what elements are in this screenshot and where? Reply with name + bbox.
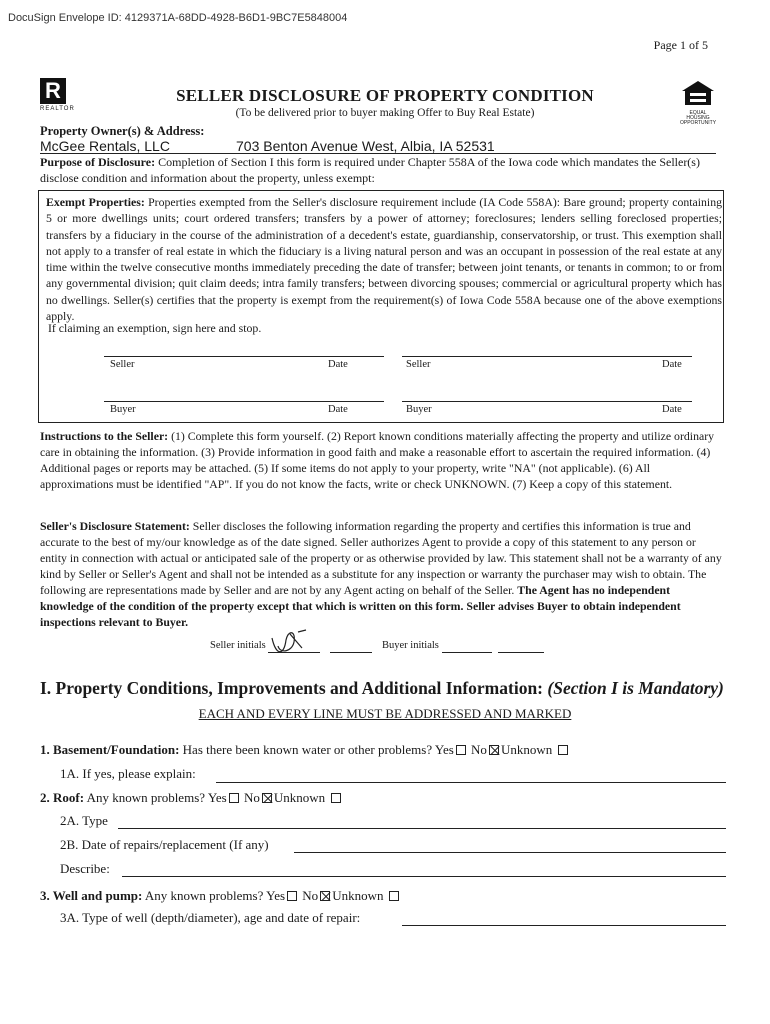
exempt-seller-label-2: Seller: [406, 359, 431, 370]
q3-label: 3. Well and pump:: [40, 888, 143, 903]
q1-no-checkbox[interactable]: [489, 745, 499, 755]
realtor-mark: R: [40, 78, 66, 104]
exempt-seller-signature-line-2[interactable]: [402, 356, 692, 357]
owner-label: Property Owner(s) & Address:: [40, 124, 205, 138]
q3-yes-label: Yes: [266, 888, 286, 903]
realtor-caption: REALTOR: [40, 106, 75, 112]
exempt-buyer-label-2: Buyer: [406, 404, 432, 415]
q2b-answer-field[interactable]: [294, 852, 726, 853]
owner-address-field[interactable]: 703 Benton Avenue West, Albia, IA 52531: [236, 138, 495, 154]
eho-caption: EQUAL HOUSING OPPORTUNITY: [680, 110, 717, 126]
statement-label: Seller's Disclosure Statement:: [40, 519, 190, 533]
exempt-buyer-signature-line-2[interactable]: [402, 401, 692, 402]
q1-yes-label: Yes: [434, 742, 454, 757]
page-number: Page 1 of 5: [653, 38, 708, 52]
q3-no-label: No: [302, 888, 319, 903]
q1a-answer-field[interactable]: [216, 782, 726, 783]
exempt-buyer-label-1: Buyer: [110, 404, 136, 415]
seller-initials-label: Seller initials: [210, 640, 266, 651]
exempt-date-label-2: Date: [662, 359, 682, 370]
exempt-seller-signature-line-1[interactable]: [104, 356, 384, 357]
seller-initials-field-2[interactable]: [330, 652, 372, 653]
exempt-seller-label-1: Seller: [110, 359, 135, 370]
q3a-label: 3A. Type of well (depth/diameter), age and date of repair:: [60, 910, 361, 925]
buyer-initials-field-1[interactable]: [442, 652, 492, 653]
seller-initials-signature: [266, 626, 310, 658]
q3-unknown-label: Unknown: [332, 888, 384, 903]
each-line-notice: EACH AND EVERY LINE MUST BE ADDRESSED AND MARKED: [198, 706, 572, 721]
exempt-paragraph: [46, 194, 722, 324]
envelope-id: DocuSign Envelope ID: 4129371A-68DD-4928-B6D1-9BC7E5848004: [8, 12, 348, 24]
instructions-label: Instructions to the Seller:: [40, 429, 169, 443]
exempt-text: Properties exempted from the Seller's disclosure requirement include (IA Code 558A): Bare ground; property containing 5 or more dwellings units; court ordered transfers; transfers by a power of attorney; foreclosures; lenders selling foreclosed properties; transfers by a fiduciary in the course of the administration of a decedent's estate, guardianship, conservatorship, or trust. This exemption shall not apply to a transfer of real estate in which the fiduciary is a living natural person and was an occupant in possession of the real estate at any time within the twelve consecutive months immediately preceding the date of transfer; between joint tenants, or tenants in common; to or from any governmental division; quit claim deeds; intra family transfers; between divorcing spouses; commercial or agricultural property which has no dwellings. Seller(s) certifies that the property is exempt from the requirement(s) of Iowa Code 558A because one of the above exemptions apply.: [46, 195, 723, 324]
q1-unknown-checkbox[interactable]: [558, 745, 568, 755]
statement-bold-text: The Agent has no independent knowledge of the condition of the property except that which is written on this form. Seller advises Buyer to obtain independent inspections relevant to Buyer.: [40, 583, 681, 629]
q3a-answer-field[interactable]: [402, 925, 726, 926]
q1-label: 1. Basement/Foundation:: [40, 742, 180, 757]
q2-unknown-label: Unknown: [273, 790, 326, 805]
exempt-date-label-3: Date: [328, 404, 348, 415]
exempt-label: Exempt Properties:: [46, 195, 145, 209]
q2-no-checkbox[interactable]: [262, 793, 272, 803]
owner-name-field[interactable]: McGee Rentals, LLC: [40, 138, 170, 154]
q2-no-label: No: [243, 790, 260, 805]
purpose-label: Purpose of Disclosure:: [40, 155, 156, 169]
question-well-pump: [40, 888, 401, 904]
q1-yes-checkbox[interactable]: [456, 745, 466, 755]
q2-label: 2. Roof:: [40, 790, 85, 805]
purpose-paragraph: [40, 154, 720, 186]
section-1-title: I. Property Conditions, Improvements and Additional Information:: [40, 678, 544, 698]
exempt-buyer-signature-line-1[interactable]: [104, 401, 384, 402]
instructions-paragraph: [40, 428, 720, 492]
exempt-claim-instruction: If claiming an exemption, sign here and stop.: [48, 321, 262, 335]
q1-text: Has there been known water or other problems?: [182, 742, 433, 757]
q2a-label: 2A. Type: [60, 813, 108, 828]
q2-describe-field[interactable]: [122, 876, 726, 877]
q3-text: Any known problems?: [144, 888, 264, 903]
purpose-text: Completion of Section I this form is required under Chapter 558A of the Iowa code which mandates the Seller(s) disclose condition and information about the property, unless exempt:: [40, 155, 700, 185]
instructions-text: (1) Complete this form yourself. (2) Report known conditions materially affecting the property and utilize ordinary care in obtaining the information. (3) Provide information in good faith and make a reasonable effort to ascertain the required information. (4) Additional pages or reports may be attached. (5) If some items do not apply to your property, write "NA" (not applicable). (6) All approximations must be identified "AP". If you do not know the facts, write or check UNKNOWN. (7) Keep a copy of this statement.: [40, 429, 715, 491]
exempt-date-label-1: Date: [328, 359, 348, 370]
buyer-initials-label: Buyer initials: [382, 640, 439, 651]
q2-yes-checkbox[interactable]: [229, 793, 239, 803]
document-subtitle: (To be delivered prior to buyer making Offer to Buy Real Estate): [235, 107, 535, 119]
q2-unknown-checkbox[interactable]: [331, 793, 341, 803]
disclosure-statement-paragraph: [40, 518, 722, 630]
q2-text: Any known problems?: [86, 790, 206, 805]
q2b-label: 2B. Date of repairs/replacement (If any): [60, 837, 269, 852]
q3-unknown-checkbox[interactable]: [389, 891, 399, 901]
q3-yes-checkbox[interactable]: [287, 891, 297, 901]
q2a-answer-field[interactable]: [118, 828, 726, 829]
q2-describe-label: Describe:: [60, 861, 110, 876]
section-1-heading: [40, 678, 724, 699]
q2-yes-label: Yes: [207, 790, 227, 805]
section-1-mandatory: (Section I is Mandatory): [547, 678, 724, 698]
statement-text: Seller discloses the following information regarding the property and certifies this information is true and accurate to the best of my/our knowledge as of the date signed. Seller authorizes Agent to provide a copy of this statement to any person or entity in connection with actual or anticipated sale of the property or as otherwise provided by law. This statement shall not be a warranty of any kind by Seller or Seller's Agent and shall not be intended as a substitute for any inspection or warranty the purchaser may wish to obtain. The following are representations made by Seller and are not by any Agent acting on behalf of the Seller.: [40, 519, 722, 597]
exempt-date-label-4: Date: [662, 404, 682, 415]
buyer-initials-field-2[interactable]: [498, 652, 544, 653]
q1-unknown-label: Unknown: [500, 742, 553, 757]
q3-no-checkbox[interactable]: [320, 891, 330, 901]
question-basement: [40, 742, 570, 758]
question-roof: [40, 790, 343, 806]
q1a-label: 1A. If yes, please explain:: [60, 766, 196, 781]
document-title: SELLER DISCLOSURE OF PROPERTY CONDITION: [176, 86, 594, 105]
q1-no-label: No: [471, 742, 487, 757]
